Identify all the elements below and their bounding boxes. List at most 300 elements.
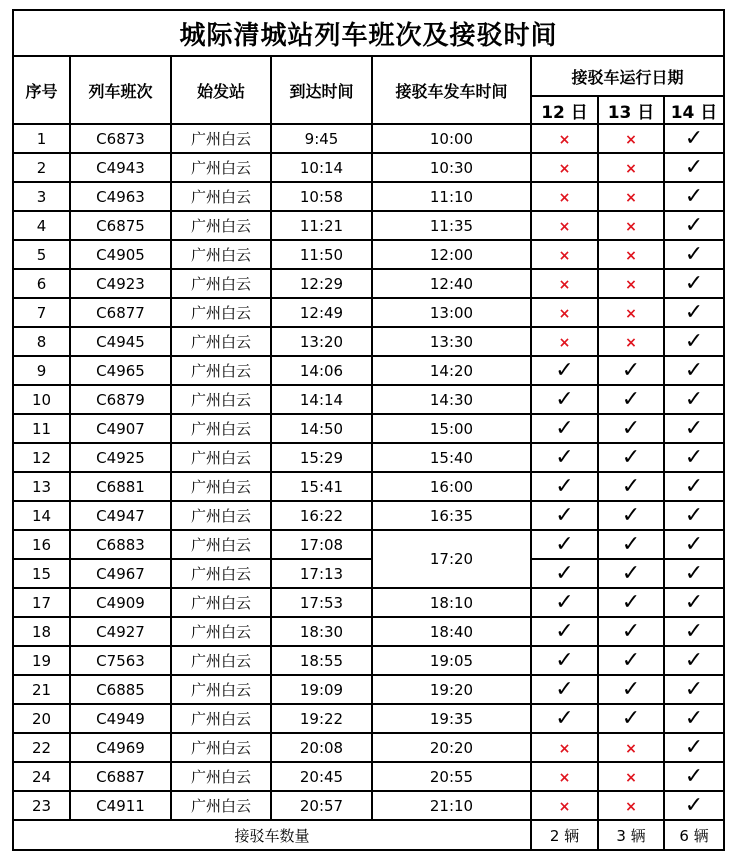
check-icon: ✓ (684, 676, 704, 702)
cell-date-mark (664, 385, 724, 414)
cell-shuttle-time: 10:30 (372, 153, 531, 182)
cell-shuttle-time: 14:30 (372, 385, 531, 414)
cell-seq: 6 (13, 269, 70, 298)
cell-date-mark (531, 356, 598, 385)
cell-date-mark (531, 269, 598, 298)
cross-icon: × (625, 334, 637, 351)
check-icon: ✓ (684, 386, 704, 412)
cell-arrival: 17:08 (271, 530, 372, 559)
cell-date-mark (598, 211, 664, 240)
cell-train: C4963 (70, 182, 171, 211)
check-icon: ✓ (555, 705, 574, 731)
cell-origin: 广州白云 (171, 327, 271, 356)
check-icon: ✓ (621, 618, 641, 644)
cell-arrival: 10:58 (271, 182, 372, 211)
cell-arrival: 20:57 (271, 791, 372, 820)
cell-seq: 19 (13, 646, 70, 675)
cross-icon: × (558, 740, 571, 757)
cell-date-mark (598, 791, 664, 820)
check-icon: ✓ (621, 705, 641, 731)
cell-origin: 广州白云 (171, 472, 271, 501)
cell-date-mark (664, 501, 724, 530)
cell-date-mark (598, 153, 664, 182)
cell-date-mark (664, 240, 724, 269)
table-row (13, 153, 724, 182)
check-icon: ✓ (684, 154, 704, 180)
check-icon: ✓ (555, 560, 574, 586)
cell-arrival: 16:22 (271, 501, 372, 530)
cell-shuttle-time: 12:40 (372, 269, 531, 298)
header-dates-group: 接驳车运行日期 (531, 56, 724, 96)
cross-icon: × (625, 740, 637, 757)
table-row (13, 414, 724, 443)
check-icon: ✓ (684, 618, 704, 644)
header-arrival: 到达时间 (271, 56, 372, 124)
cell-seq: 12 (13, 443, 70, 472)
cross-icon: × (625, 769, 637, 786)
cell-date-mark (664, 472, 724, 501)
cell-seq: 14 (13, 501, 70, 530)
check-icon: ✓ (621, 502, 641, 528)
cell-shuttle-time: 11:10 (372, 182, 531, 211)
cell-arrival: 17:13 (271, 559, 372, 588)
cell-date-mark (598, 443, 664, 472)
check-icon: ✓ (555, 502, 574, 528)
cross-icon: × (625, 276, 637, 293)
table-row (13, 327, 724, 356)
cell-date-mark (598, 704, 664, 733)
cell-origin: 广州白云 (171, 356, 271, 385)
check-icon: ✓ (684, 560, 704, 586)
cell-shuttle-time: 19:05 (372, 646, 531, 675)
cell-shuttle-time: 10:00 (372, 124, 531, 153)
cell-date-mark (664, 153, 724, 182)
cell-date-mark (531, 733, 598, 762)
check-icon: ✓ (621, 647, 641, 673)
cell-origin: 广州白云 (171, 269, 271, 298)
cross-icon: × (558, 218, 571, 235)
cell-origin: 广州白云 (171, 559, 271, 588)
header-row (13, 56, 724, 96)
table-row (13, 762, 724, 791)
cell-train: C4945 (70, 327, 171, 356)
cell-date-mark (531, 211, 598, 240)
table-row (13, 385, 724, 414)
cell-arrival: 17:53 (271, 588, 372, 617)
cell-date-mark (531, 791, 598, 820)
table-row (13, 617, 724, 646)
cell-seq: 8 (13, 327, 70, 356)
cell-seq: 18 (13, 617, 70, 646)
cell-train: C4911 (70, 791, 171, 820)
check-icon: ✓ (555, 444, 574, 470)
cell-train: C4947 (70, 501, 171, 530)
cell-date-mark (598, 385, 664, 414)
check-icon: ✓ (684, 328, 704, 354)
check-icon: ✓ (684, 444, 704, 470)
cell-date-mark (531, 414, 598, 443)
header-seq: 序号 (13, 56, 70, 124)
check-icon: ✓ (684, 531, 704, 557)
cell-date-mark (664, 414, 724, 443)
cell-date-mark (598, 414, 664, 443)
page-title: 城际清城站列车班次及接驳时间 (13, 10, 724, 56)
cell-origin: 广州白云 (171, 211, 271, 240)
table-row (13, 298, 724, 327)
cross-icon: × (625, 305, 637, 322)
check-icon: ✓ (684, 473, 704, 499)
cell-date-mark (664, 182, 724, 211)
cell-seq: 10 (13, 385, 70, 414)
cell-origin: 广州白云 (171, 704, 271, 733)
cell-origin: 广州白云 (171, 675, 271, 704)
cell-date-mark (598, 182, 664, 211)
cell-train: C4925 (70, 443, 171, 472)
footer-label: 接驳车数量 (13, 820, 531, 850)
cell-arrival: 11:21 (271, 211, 372, 240)
cell-seq: 24 (13, 762, 70, 791)
cell-train: C4923 (70, 269, 171, 298)
cell-date-mark (598, 588, 664, 617)
cross-icon: × (558, 160, 571, 177)
table-row (13, 356, 724, 385)
header-date-14: 14 日 (664, 96, 724, 124)
check-icon: ✓ (684, 357, 704, 383)
cell-train: C6881 (70, 472, 171, 501)
cell-date-mark (598, 501, 664, 530)
cell-seq: 22 (13, 733, 70, 762)
check-icon: ✓ (621, 386, 641, 412)
cell-shuttle-time: 18:40 (372, 617, 531, 646)
check-icon: ✓ (621, 444, 641, 470)
cell-seq: 20 (13, 704, 70, 733)
cell-arrival: 13:20 (271, 327, 372, 356)
cell-train: C6885 (70, 675, 171, 704)
check-icon: ✓ (555, 386, 574, 412)
schedule-sheet (12, 9, 725, 851)
cell-date-mark (664, 269, 724, 298)
cell-date-mark (598, 327, 664, 356)
table-row (13, 733, 724, 762)
cell-arrival: 12:29 (271, 269, 372, 298)
cell-date-mark (531, 385, 598, 414)
cell-date-mark (664, 791, 724, 820)
table-row (13, 443, 724, 472)
schedule-rows (13, 124, 724, 820)
footer-count-12: 2 辆 (531, 820, 598, 850)
header-date-13: 13 日 (598, 96, 664, 124)
check-icon: ✓ (555, 589, 574, 615)
header-train: 列车班次 (70, 56, 171, 124)
cell-date-mark (598, 269, 664, 298)
cell-shuttle-time: 14:20 (372, 356, 531, 385)
cell-date-mark (664, 762, 724, 791)
cell-date-mark (664, 443, 724, 472)
cell-date-mark (598, 762, 664, 791)
check-icon: ✓ (555, 531, 574, 557)
table-row (13, 501, 724, 530)
cell-date-mark (598, 559, 664, 588)
check-icon: ✓ (684, 792, 704, 818)
cell-date-mark (664, 704, 724, 733)
cell-seq: 5 (13, 240, 70, 269)
cell-date-mark (531, 617, 598, 646)
cell-seq: 9 (13, 356, 70, 385)
cell-train: C4967 (70, 559, 171, 588)
cell-date-mark (531, 588, 598, 617)
cell-arrival: 15:41 (271, 472, 372, 501)
cross-icon: × (558, 247, 571, 264)
cell-seq: 23 (13, 791, 70, 820)
cell-date-mark (531, 298, 598, 327)
cross-icon: × (625, 160, 637, 177)
table-row (13, 704, 724, 733)
cell-shuttle-time: 15:40 (372, 443, 531, 472)
cell-date-mark (598, 617, 664, 646)
cell-shuttle-time: 15:00 (372, 414, 531, 443)
cell-shuttle-time: 19:35 (372, 704, 531, 733)
table-row (13, 791, 724, 820)
cell-origin: 广州白云 (171, 501, 271, 530)
cell-arrival: 14:06 (271, 356, 372, 385)
table-row (13, 124, 724, 153)
cell-arrival: 11:50 (271, 240, 372, 269)
cell-date-mark (598, 530, 664, 559)
cell-date-mark (664, 211, 724, 240)
cell-train: C4969 (70, 733, 171, 762)
cell-shuttle-time: 21:10 (372, 791, 531, 820)
cell-date-mark (531, 182, 598, 211)
check-icon: ✓ (621, 589, 641, 615)
check-icon: ✓ (684, 212, 704, 238)
check-icon: ✓ (621, 357, 641, 383)
cell-arrival: 10:14 (271, 153, 372, 182)
check-icon: ✓ (555, 647, 574, 673)
cell-train: C7563 (70, 646, 171, 675)
cell-origin: 广州白云 (171, 733, 271, 762)
cell-seq: 21 (13, 675, 70, 704)
cell-date-mark (598, 124, 664, 153)
cell-arrival: 9:45 (271, 124, 372, 153)
cross-icon: × (625, 247, 637, 264)
cell-train: C6879 (70, 385, 171, 414)
cell-date-mark (664, 327, 724, 356)
cell-date-mark (531, 646, 598, 675)
check-icon: ✓ (621, 560, 641, 586)
check-icon: ✓ (684, 125, 704, 151)
cell-seq: 17 (13, 588, 70, 617)
cell-date-mark (531, 443, 598, 472)
cell-shuttle-time: 17:20 (372, 530, 531, 588)
cell-date-mark (598, 298, 664, 327)
cell-date-mark (664, 530, 724, 559)
cell-shuttle-time: 19:20 (372, 675, 531, 704)
cell-arrival: 18:55 (271, 646, 372, 675)
cell-date-mark (598, 646, 664, 675)
cell-shuttle-time: 13:00 (372, 298, 531, 327)
cell-date-mark (664, 733, 724, 762)
cell-train: C6883 (70, 530, 171, 559)
cell-train: C4905 (70, 240, 171, 269)
cell-date-mark (664, 124, 724, 153)
table-row (13, 646, 724, 675)
check-icon: ✓ (684, 589, 704, 615)
cell-date-mark (531, 240, 598, 269)
cell-arrival: 19:22 (271, 704, 372, 733)
cell-seq: 2 (13, 153, 70, 182)
cross-icon: × (558, 334, 571, 351)
check-icon: ✓ (684, 183, 704, 209)
cell-origin: 广州白云 (171, 182, 271, 211)
cell-origin: 广州白云 (171, 588, 271, 617)
table-row (13, 530, 724, 559)
table-row (13, 588, 724, 617)
cell-shuttle-time: 20:55 (372, 762, 531, 791)
check-icon: ✓ (555, 357, 574, 383)
check-icon: ✓ (684, 647, 704, 673)
cell-arrival: 14:14 (271, 385, 372, 414)
check-icon: ✓ (684, 415, 704, 441)
cell-origin: 广州白云 (171, 385, 271, 414)
cell-shuttle-time: 16:00 (372, 472, 531, 501)
cell-train: C4927 (70, 617, 171, 646)
header-shuttle-time: 接驳车发车时间 (372, 56, 531, 124)
cell-origin: 广州白云 (171, 153, 271, 182)
table-row (13, 675, 724, 704)
cell-origin: 广州白云 (171, 646, 271, 675)
cell-seq: 7 (13, 298, 70, 327)
check-icon: ✓ (621, 531, 641, 557)
cell-origin: 广州白云 (171, 443, 271, 472)
cell-arrival: 15:29 (271, 443, 372, 472)
cell-arrival: 14:50 (271, 414, 372, 443)
cell-origin: 广州白云 (171, 124, 271, 153)
cell-date-mark (598, 472, 664, 501)
footer-row (13, 820, 724, 850)
cell-origin: 广州白云 (171, 414, 271, 443)
cell-date-mark (531, 559, 598, 588)
header-origin: 始发站 (171, 56, 271, 124)
check-icon: ✓ (684, 299, 704, 325)
cell-arrival: 19:09 (271, 675, 372, 704)
cross-icon: × (625, 189, 637, 206)
cell-arrival: 18:30 (271, 617, 372, 646)
cell-seq: 4 (13, 211, 70, 240)
cell-seq: 15 (13, 559, 70, 588)
cell-origin: 广州白云 (171, 298, 271, 327)
cell-train: C4965 (70, 356, 171, 385)
cell-date-mark (664, 298, 724, 327)
check-icon: ✓ (555, 676, 574, 702)
cell-shuttle-time: 18:10 (372, 588, 531, 617)
cell-origin: 广州白云 (171, 530, 271, 559)
check-icon: ✓ (555, 618, 574, 644)
table-row (13, 269, 724, 298)
cross-icon: × (558, 305, 571, 322)
cell-shuttle-time: 16:35 (372, 501, 531, 530)
footer-count-14: 6 辆 (664, 820, 724, 850)
check-icon: ✓ (684, 502, 704, 528)
schedule-table (12, 9, 725, 851)
cell-date-mark (598, 733, 664, 762)
cell-seq: 13 (13, 472, 70, 501)
cross-icon: × (558, 131, 571, 148)
cell-date-mark (531, 704, 598, 733)
cell-origin: 广州白云 (171, 240, 271, 269)
check-icon: ✓ (621, 676, 641, 702)
check-icon: ✓ (555, 415, 574, 441)
cell-train: C4943 (70, 153, 171, 182)
check-icon: ✓ (684, 763, 704, 789)
cell-arrival: 12:49 (271, 298, 372, 327)
cross-icon: × (558, 189, 571, 206)
check-icon: ✓ (684, 241, 704, 267)
check-icon: ✓ (684, 270, 704, 296)
cell-date-mark (664, 675, 724, 704)
table-row (13, 182, 724, 211)
cell-train: C6877 (70, 298, 171, 327)
check-icon: ✓ (621, 415, 641, 441)
cell-date-mark (531, 472, 598, 501)
cell-shuttle-time: 12:00 (372, 240, 531, 269)
cell-date-mark (598, 356, 664, 385)
title-row (13, 10, 724, 56)
cell-date-mark (531, 675, 598, 704)
cell-seq: 1 (13, 124, 70, 153)
cell-date-mark (598, 675, 664, 704)
cell-date-mark (531, 762, 598, 791)
cell-origin: 广州白云 (171, 762, 271, 791)
cell-date-mark (531, 530, 598, 559)
cross-icon: × (625, 218, 637, 235)
cell-date-mark (664, 559, 724, 588)
cell-train: C4909 (70, 588, 171, 617)
cross-icon: × (558, 798, 571, 815)
cross-icon: × (625, 131, 637, 148)
cell-seq: 16 (13, 530, 70, 559)
cell-origin: 广州白云 (171, 617, 271, 646)
check-icon: ✓ (684, 734, 704, 760)
cell-date-mark (531, 327, 598, 356)
table-row (13, 559, 724, 588)
table-row (13, 240, 724, 269)
cell-date-mark (598, 240, 664, 269)
cell-train: C4949 (70, 704, 171, 733)
cell-train: C6873 (70, 124, 171, 153)
cell-shuttle-time: 13:30 (372, 327, 531, 356)
cell-origin: 广州白云 (171, 791, 271, 820)
cell-shuttle-time: 11:35 (372, 211, 531, 240)
cell-train: C6875 (70, 211, 171, 240)
cell-shuttle-time: 20:20 (372, 733, 531, 762)
header-date-12: 12 日 (531, 96, 598, 124)
cell-train: C6887 (70, 762, 171, 791)
cell-seq: 11 (13, 414, 70, 443)
cross-icon: × (558, 769, 571, 786)
cell-date-mark (664, 617, 724, 646)
cell-date-mark (531, 124, 598, 153)
cell-date-mark (664, 356, 724, 385)
table-row (13, 211, 724, 240)
cell-date-mark (531, 153, 598, 182)
footer-count-13: 3 辆 (598, 820, 664, 850)
check-icon: ✓ (621, 473, 641, 499)
cross-icon: × (558, 276, 571, 293)
cell-arrival: 20:45 (271, 762, 372, 791)
cell-arrival: 20:08 (271, 733, 372, 762)
check-icon: ✓ (684, 705, 704, 731)
check-icon: ✓ (555, 473, 574, 499)
